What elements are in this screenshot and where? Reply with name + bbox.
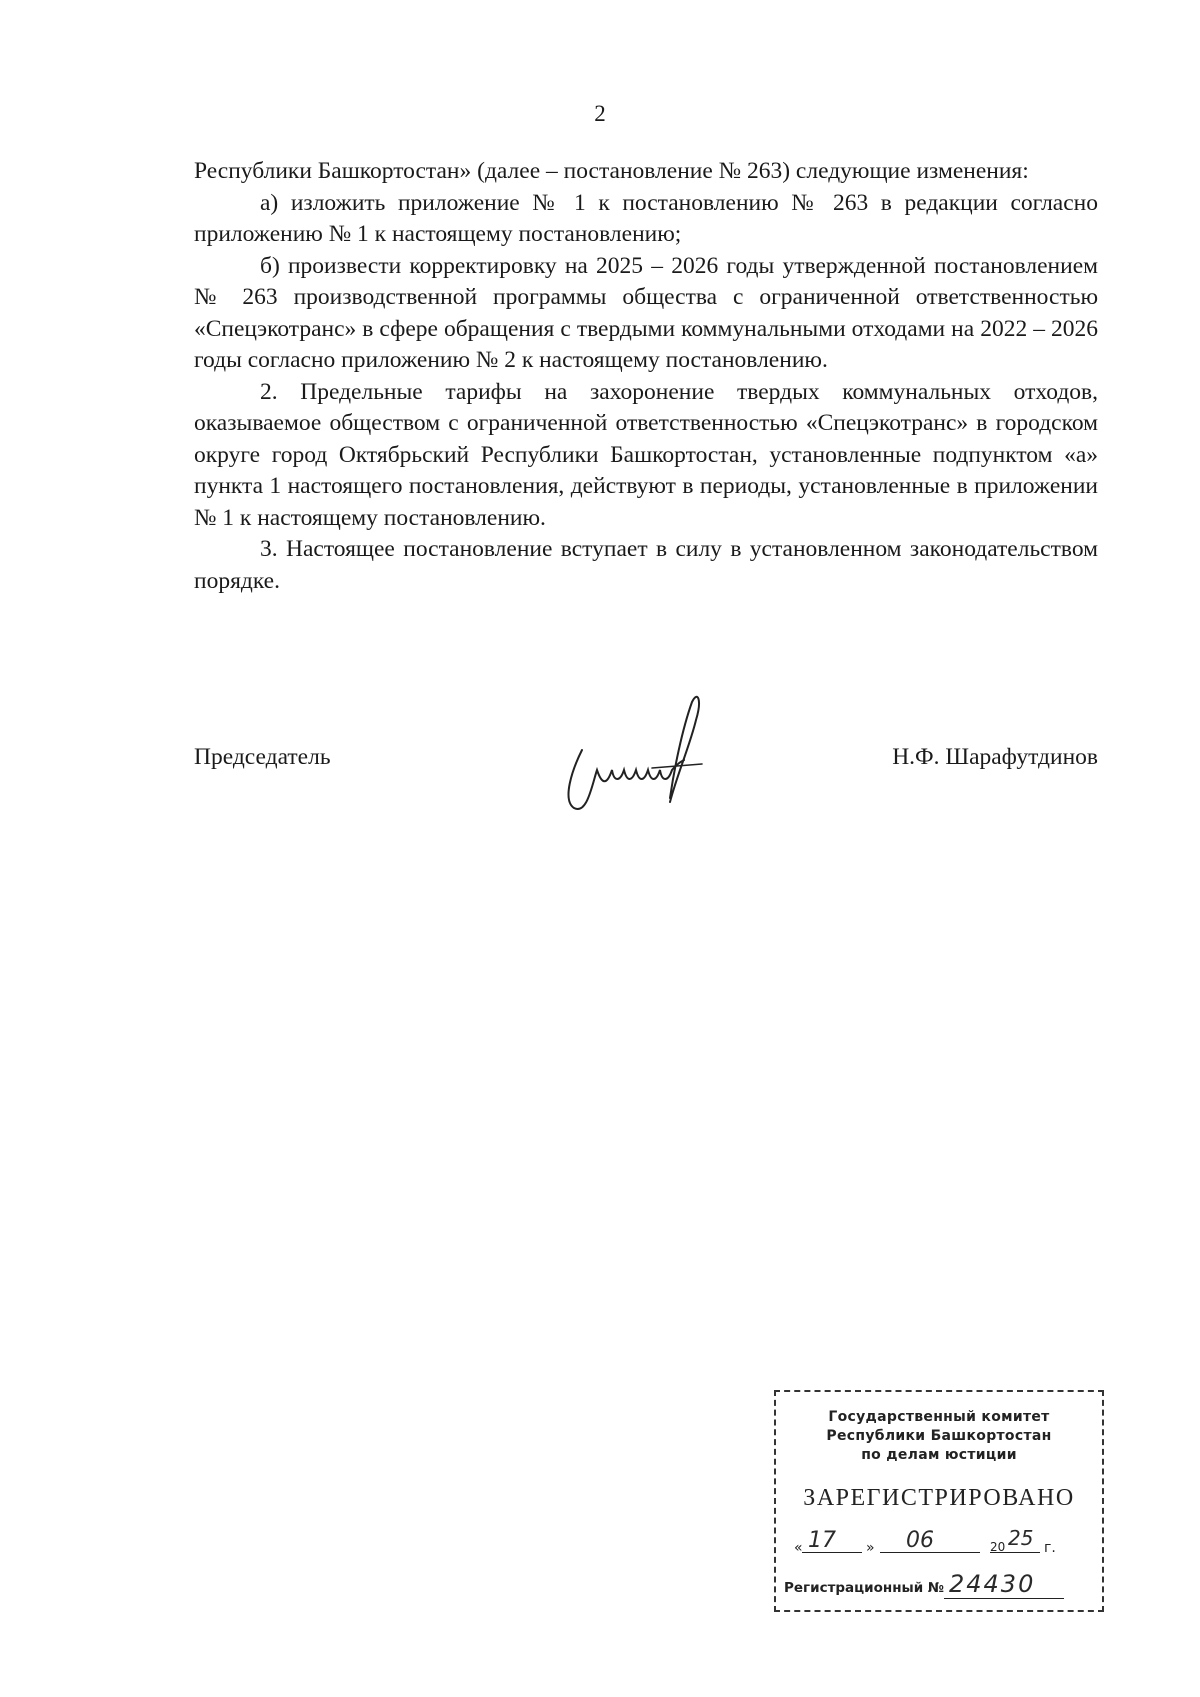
stamp-date-year-prefix: 20 — [990, 1540, 1006, 1554]
stamp-date-month: 06 — [906, 1528, 934, 1553]
paragraph-item-b: б) произвести корректировку на 2025 – 2026 годы утвержденной постановлением № 263 производственной программы общества с ограниченной ответственностью «Спецэкотранс» в сфере обращения с твердыми коммунальными отходами на 2022 – 2026 годы согласно приложению № 2 к настоящему постановлению. — [194, 252, 1098, 373]
document-body — [194, 156, 1098, 597]
paragraph-continuation: Республики Башкортостан» (далее – постановление № 263) следующие изменения: — [194, 158, 1029, 184]
stamp-reg-label: Регистрационный № — [784, 1580, 945, 1596]
stamp-organization — [776, 1408, 1102, 1465]
paragraph-clause-3: 3. Настоящее постановление вступает в силу в установленном законодательством порядке. — [194, 536, 1098, 594]
stamp-year-label: г. — [1044, 1540, 1056, 1556]
stamp-org-line: Республики Башкортостан — [826, 1428, 1052, 1444]
stamp-org-line: по делам юстиции — [861, 1447, 1017, 1463]
stamp-reg-number: 24430 — [949, 1570, 1036, 1598]
stamp-date-year-suffix: 25 — [1008, 1526, 1034, 1550]
stamp-date: « 17 » 06 20 25 г. — [794, 1526, 1056, 1556]
registration-stamp — [774, 1390, 1104, 1612]
paragraph-item-a: а) изложить приложение № 1 к постановлению № 263 в редакции согласно приложению № 1 к настоящему постановлению; — [194, 189, 1098, 247]
handwritten-signature — [552, 690, 712, 820]
stamp-registration-number-row — [784, 1572, 1094, 1602]
page-number: 2 — [594, 101, 606, 126]
stamp-registered-label: ЗАРЕГИСТРИРОВАНО — [803, 1485, 1075, 1511]
signer-title: Председатель — [194, 744, 331, 770]
paragraph-clause-2: 2. Предельные тарифы на захоронение твердых коммунальных отходов, оказываемое обществом с ограниченной ответственностью «Спецэкотранс» в городском округе город Октябрьский Республики Башкортостан, установленные подпунктом «а» пункта 1 настоящего постановления, действуют в периоды, установленные в приложении № 1 к настоящему постановлению. — [194, 378, 1098, 531]
stamp-date-day: 17 — [808, 1528, 836, 1553]
stamp-org-line: Государственный комитет — [828, 1409, 1050, 1425]
signer-name: Н.Ф. Шарафутдинов — [892, 744, 1098, 770]
